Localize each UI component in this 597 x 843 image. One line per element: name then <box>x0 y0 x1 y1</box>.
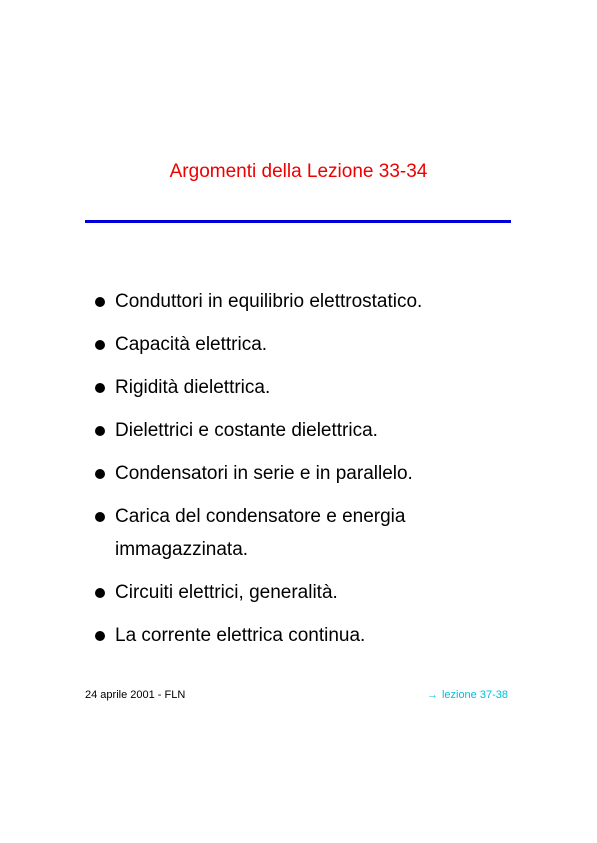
next-lesson-link[interactable] <box>427 689 508 701</box>
list-item-text: Carica del condensatore e energia immagazzinata. <box>115 506 406 560</box>
list-item-text: Conduttori in equilibrio elettrostatico. <box>115 291 423 312</box>
next-lesson-link-label: lezione 37-38 <box>441 689 508 701</box>
list-item-text: La corrente elettrica continua. <box>115 625 366 646</box>
list-item-text: Dielettrici e costante dielettrica. <box>115 420 378 441</box>
footer-date-author: 24 aprile 2001 - FLN <box>85 689 186 701</box>
topic-list <box>92 285 512 662</box>
list-item <box>92 414 512 447</box>
bullet-icon <box>95 631 105 641</box>
list-item <box>92 619 512 652</box>
list-item-text: Rigidità dielettrica. <box>115 377 271 398</box>
bullet-icon <box>95 512 105 522</box>
list-item <box>92 285 512 318</box>
list-item-text: Circuiti elettrici, generalità. <box>115 582 338 603</box>
title-divider <box>85 220 511 223</box>
list-item <box>92 328 512 361</box>
slide-title: Argomenti della Lezione 33-34 <box>169 161 428 182</box>
list-item <box>92 371 512 404</box>
bullet-icon <box>95 340 105 350</box>
bullet-icon <box>95 469 105 479</box>
bullet-icon <box>95 426 105 436</box>
right-arrow-icon: → <box>426 689 438 701</box>
list-item <box>92 457 512 490</box>
list-item <box>92 500 512 566</box>
list-item-text: Capacità elettrica. <box>115 334 268 355</box>
list-item-text: Condensatori in serie e in parallelo. <box>115 463 413 484</box>
bullet-icon <box>95 297 105 307</box>
bullet-icon <box>95 383 105 393</box>
bullet-icon <box>95 588 105 598</box>
list-item <box>92 576 512 609</box>
